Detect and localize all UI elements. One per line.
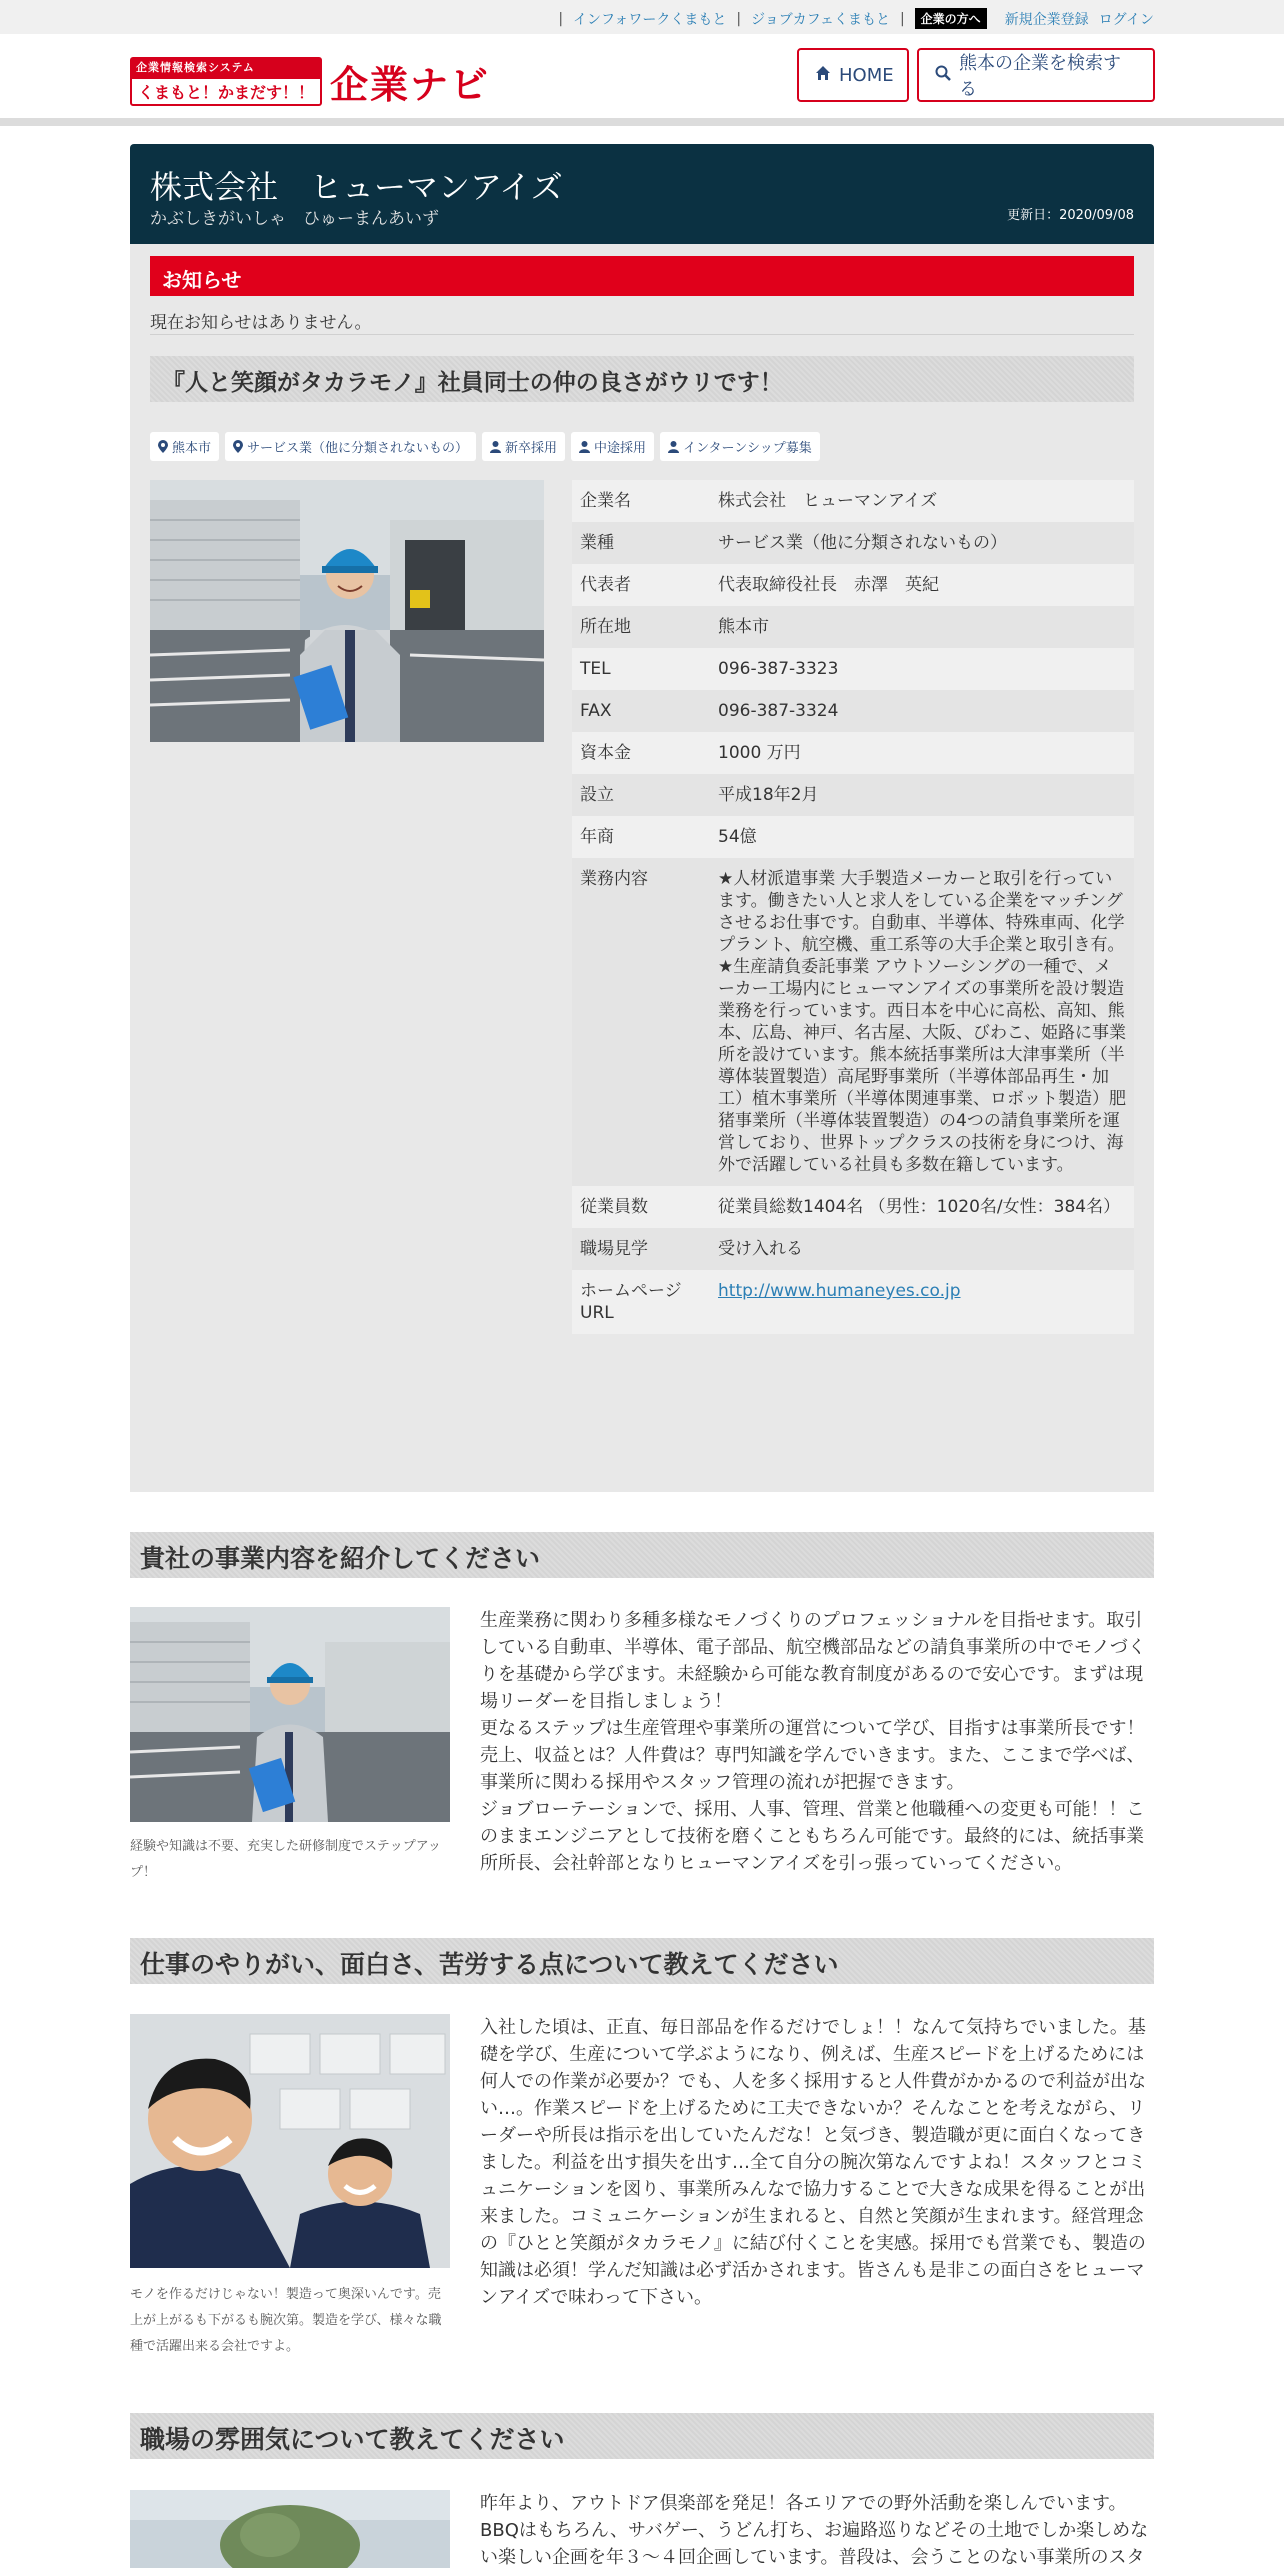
info-value: 代表取締役社長 赤澤 英紀 <box>710 564 1134 606</box>
section-photo-rewarding <box>130 2014 450 2268</box>
link-register[interactable]: 新規企業登録 <box>1004 11 1089 28</box>
header-divider <box>0 118 1284 126</box>
section-title-atmosphere: 職場の雰囲気について教えてください <box>130 2413 1154 2459</box>
tag-label: 中途採用 <box>594 441 647 456</box>
info-value: 096-387-3324 <box>710 690 1134 732</box>
notice-text: 現在お知らせはありません。 <box>150 313 372 333</box>
info-row-employees <box>572 1186 1134 1228</box>
company-kana: かぶしきがいしゃ ひゅーまんあいず <box>150 209 439 229</box>
section-photo-business <box>130 1607 450 1822</box>
info-key: 年商 <box>572 816 710 858</box>
company-profile-panel <box>130 244 1154 1492</box>
info-row-revenue <box>572 816 1134 858</box>
info-row-location <box>572 606 1134 648</box>
site-logo[interactable] <box>130 54 490 109</box>
info-value: 096-387-3323 <box>710 648 1134 690</box>
divider <box>150 334 1134 335</box>
tag-label: サービス業（他に分類されないもの） <box>247 441 469 456</box>
search-companies-button[interactable] <box>917 48 1155 102</box>
info-value: ★人材派遣事業 大手製造メーカーと取引を行っています。働きたい人と求人をしている企業をマッチングさせるお仕事です。自動車、半導体、特殊車両、化学プラント、航空機、重工系等の大手企業と取引き有。 ★生産請負委託事業 アウトソーシングの一種で、メーカー工場内にヒューマンアイズの事業所を設け製造業務を行っています。西日本を中心に高松、高知、熊本、広島、神戸、名古屋、大阪、びわこ、姫路に事業所を設けています。熊本統括事業所は大津事業所（半導体装置製造）高尾野事業所（半導体部品再生・加工）植木事業所（半導体関連事業、ロボット製造）肥猪事業所（半導体装置製造）の4つの請負事業所を運営しており、世界トップクラスの技術を身につけ、海外で活躍している社員も多数在籍しています。 <box>710 858 1134 1186</box>
search-icon <box>935 65 951 86</box>
company-info-table <box>572 480 1134 1334</box>
info-row-capital <box>572 732 1134 774</box>
link-login[interactable]: ログイン <box>1098 11 1154 28</box>
info-value: 株式会社 ヒューマンアイズ <box>710 480 1134 522</box>
home-button[interactable] <box>797 48 909 102</box>
logo-tagline: くまもと！かまだす！！ <box>130 77 322 106</box>
tag-label: インターンシップ募集 <box>683 441 812 456</box>
user-icon <box>579 441 590 453</box>
info-key: 従業員数 <box>572 1186 710 1228</box>
info-value <box>710 1270 1134 1334</box>
info-key: 所在地 <box>572 606 710 648</box>
info-key: 設立 <box>572 774 710 816</box>
utility-links <box>558 8 1154 29</box>
section-text-atmosphere: 昨年より、アウトドア倶楽部を発足！各エリアでの野外活動を楽しんでいます。BBQはもちろん、サバゲー、うどん打ち、お遍路巡りなどその土地でしか楽しめない楽しい企画を年３～４回企画しています。普段は、会うことのない事業所のスタ <box>480 2493 1149 2568</box>
link-jobcafe[interactable]: ジョブカフェくまもと <box>751 11 890 28</box>
section-text-business: 生産業務に関わり多種多様なモノづくりのプロフェッショナルを目指せます。取引している自動車、半導体、電子部品、航空機部品などの請負事業所の中でモノづくりを基礎から学びます。未経験から可能な教育制度があるので安心です。まずは現場リーダーを目指しましょう！ 更なるステップは生産管理や事業所の運営について学び、目指すは事業所長です！売上、収益とは？人件費は？専門知識を学んでいきます。また、ここまで学べば、事業所に関わる採用やスタッフ管理の流れが把握できます。 ジョブローテーションで、採用、人事、管理、営業と他職種への変更も可能！！このままエンジニアとして技術を磨くこともちろん可能です。最終的には、統括事業所所長、会社幹部となりヒューマンアイズを引っ張っていってください。 <box>480 1610 1146 1874</box>
info-key: 業務内容 <box>572 858 710 1186</box>
info-value: 平成18年2月 <box>710 774 1134 816</box>
info-row-representative <box>572 564 1134 606</box>
info-row-homepage <box>572 1270 1134 1334</box>
info-key: 資本金 <box>572 732 710 774</box>
info-row-established <box>572 774 1134 816</box>
tag-location[interactable] <box>150 432 219 461</box>
home-label: HOME <box>839 64 894 86</box>
info-key: ホームページURL <box>572 1270 710 1334</box>
tag-label: 新卒採用 <box>505 441 558 456</box>
info-row-industry <box>572 522 1134 564</box>
user-icon <box>668 441 679 453</box>
separator: | <box>736 10 742 27</box>
info-value: 1000 万円 <box>710 732 1134 774</box>
info-row-tel <box>572 648 1134 690</box>
separator: | <box>558 10 564 27</box>
info-key: TEL <box>572 648 710 690</box>
info-value: 受け入れる <box>710 1228 1134 1270</box>
logo-subtitle: 企業情報検索システム <box>130 57 322 77</box>
info-value: 従業員総数1404名 （男性：1020名/女性：384名） <box>710 1186 1134 1228</box>
section-caption-rewarding: モノを作るだけじゃない！製造って奥深いんです。売上が上がるも下がるも腕次第。製造を学び、様々な職種で活躍出来る会社ですよ。 <box>130 2287 442 2354</box>
info-key: 職場見学 <box>572 1228 710 1270</box>
top-utility-bar <box>0 0 1284 34</box>
info-row-fax <box>572 690 1134 732</box>
info-key: FAX <box>572 690 710 732</box>
info-key: 代表者 <box>572 564 710 606</box>
section-photo-atmosphere <box>130 2490 450 2568</box>
company-header <box>130 144 1154 244</box>
tag-mid-career[interactable] <box>571 432 654 461</box>
for-companies-badge[interactable]: 企業の方へ <box>915 8 987 29</box>
section-title-rewarding: 仕事のやりがい、面白さ、苦労する点について教えてください <box>130 1938 1154 1984</box>
catchphrase: 『人と笑顔がタカラモノ』社員同士の仲の良さがウリです！ <box>150 356 1134 402</box>
company-name: 株式会社 ヒューマンアイズ <box>150 168 563 206</box>
tag-list <box>150 432 820 461</box>
link-infowork[interactable]: インフォワークくまもと <box>573 11 727 28</box>
home-icon <box>815 65 831 86</box>
notice-heading: お知らせ <box>150 256 1134 296</box>
info-value: 熊本市 <box>710 606 1134 648</box>
tag-industry[interactable] <box>225 432 476 461</box>
section-caption-business: 経験や知識は不要、充実した研修制度でステップアップ！ <box>130 1839 441 1880</box>
company-photo <box>150 480 544 742</box>
info-key: 業種 <box>572 522 710 564</box>
user-icon <box>490 441 501 453</box>
tag-new-graduate[interactable] <box>482 432 565 461</box>
updated-date: 更新日：2020/09/08 <box>1007 208 1134 223</box>
map-marker-icon <box>158 440 168 453</box>
info-row-company-name <box>572 480 1134 522</box>
separator: | <box>899 10 905 27</box>
logo-title: 企業ナビ <box>330 63 491 107</box>
tag-internship[interactable] <box>660 432 820 461</box>
logo-text-block <box>130 57 322 106</box>
section-text-rewarding: 入社した頃は、正直、毎日部品を作るだけでしょ！！なんて気持ちでいました。基礎を学び、生産について学ぶようになり、例えば、生産スピードを上げるためには何人での作業が必要か？でも、人を多く採用すると人件費がかかるので利益が出ない…。作業スピードを上げるために工夫できないか？そんなことを考えながら、リーダーや所長は指示を出していたんだな！と気づき、製造職が更に面白くなってきました。利益を出す損失を出す…全て自分の腕次第なんですよね！スタッフとコミュニケーションを図り、事業所みんなで協力することで大きな成果を得ることが出来ました。コミュニケーションが生まれると、自然と笑顔が生まれます。経営理念の『ひとと笑顔がタカラモノ』に結び付くことを実感。採用でも営業でも、製造の知識は必須！学んだ知識は必ず活かされます。皆さんも是非この面白さをヒューマンアイズで味わって下さい。 <box>480 2017 1146 2308</box>
info-key: 企業名 <box>572 480 710 522</box>
map-marker-icon <box>233 440 243 453</box>
tag-label: 熊本市 <box>172 441 212 456</box>
info-value: 54億 <box>710 816 1134 858</box>
search-label: 熊本の企業を検索する <box>959 53 1121 100</box>
homepage-link[interactable]: http://www.humaneyes.co.jp <box>718 1281 961 1301</box>
info-row-visit <box>572 1228 1134 1270</box>
section-title-business: 貴社の事業内容を紹介してください <box>130 1532 1154 1578</box>
info-value: サービス業（他に分類されないもの） <box>710 522 1134 564</box>
info-row-business <box>572 858 1134 1186</box>
site-header <box>0 34 1284 120</box>
